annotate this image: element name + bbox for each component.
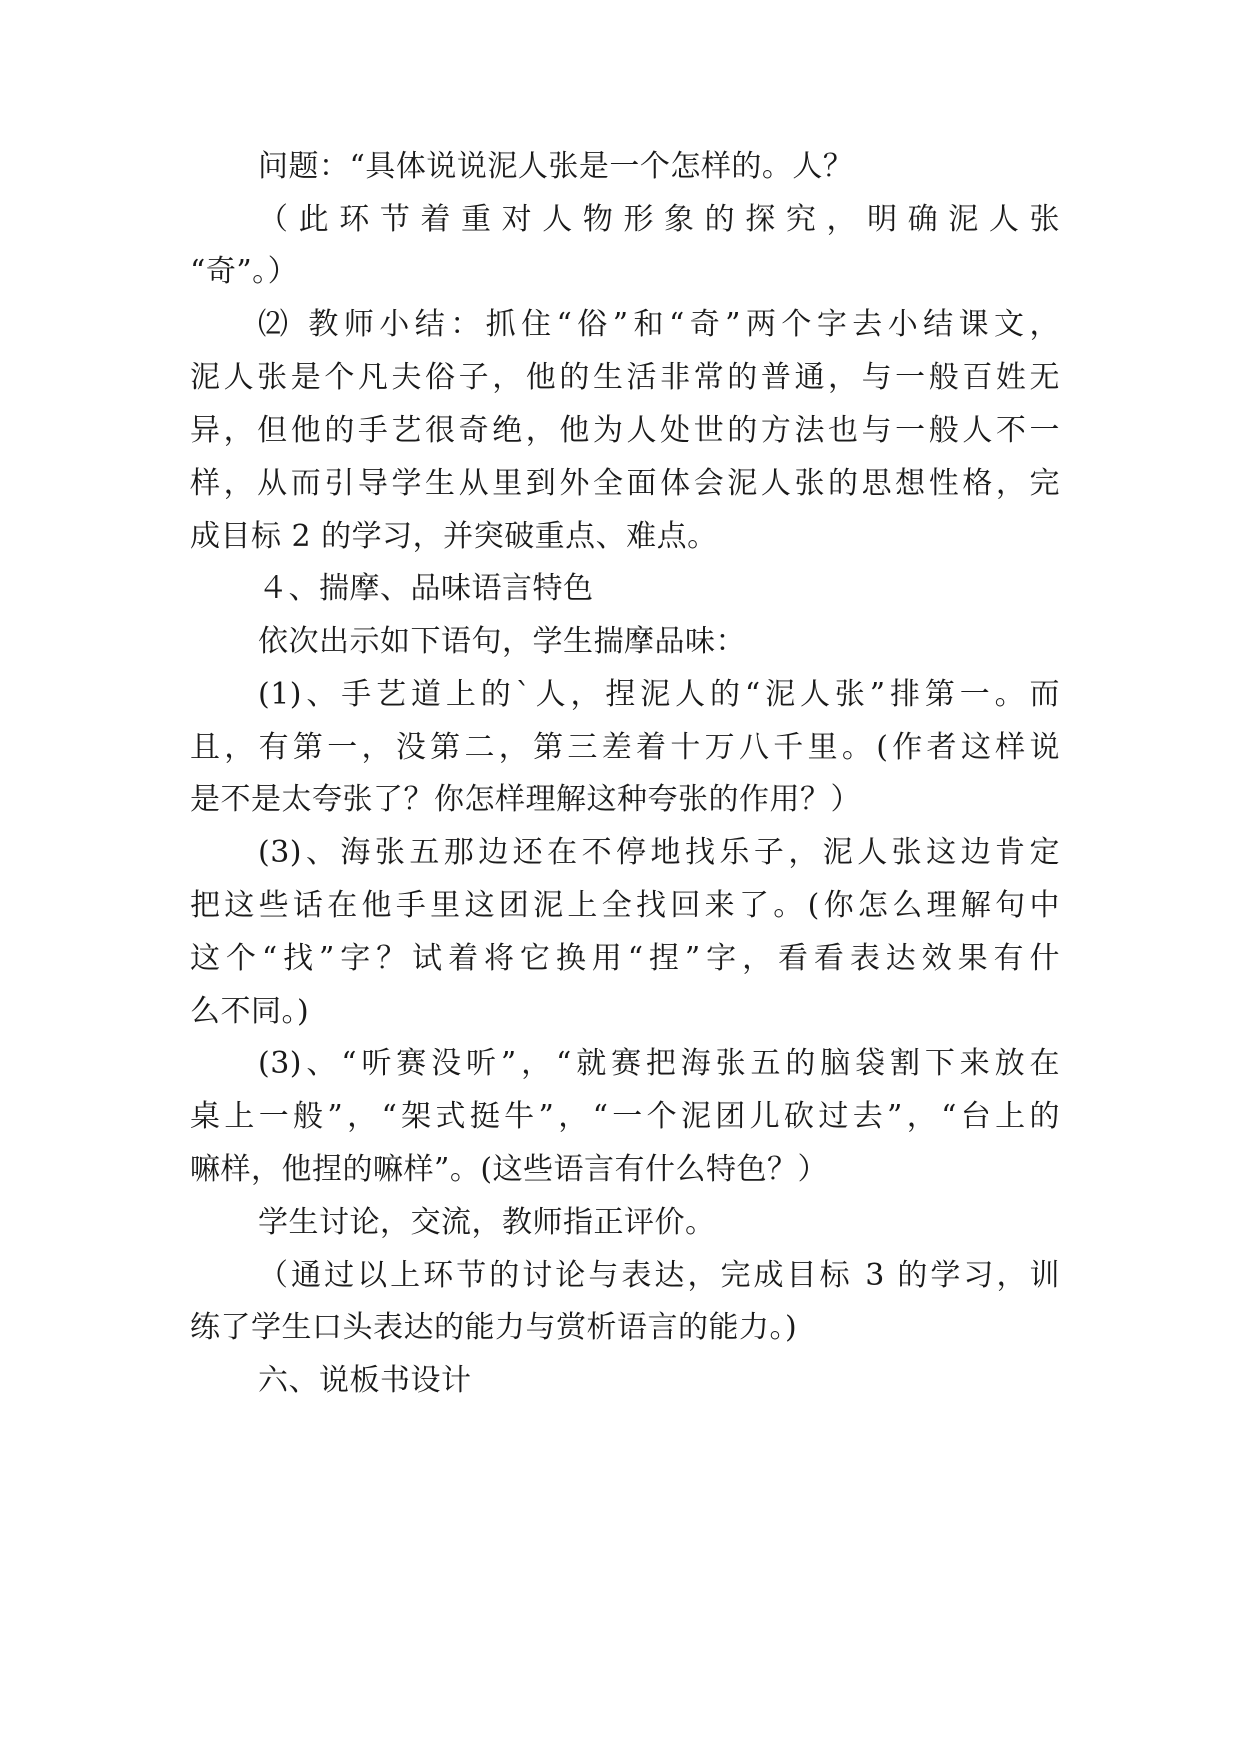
sentence-2-line-4: 么不同。) bbox=[190, 994, 310, 1029]
section-heading-4: ４、揣摩、品味语言特色 bbox=[258, 571, 594, 606]
summary-line-5: 成目标 2 的学习，并突破重点、难点。 bbox=[190, 519, 718, 554]
sentence-2-line-3: 这个“找”字？试着将它换用“捏”字，看看表达效果有什 bbox=[190, 941, 1060, 976]
question-line: 问题：“具体说说泥人张是一个怎样的。人？ bbox=[258, 149, 854, 184]
instruction-line: 依次出示如下语句，学生揣摩品味： bbox=[258, 624, 746, 659]
sentence-3-line-2: 桌上一般”，“架式挺牛”，“一个泥团儿砍过去”，“台上的 bbox=[190, 1099, 1060, 1134]
discussion-line: 学生讨论，交流，教师指正评价。 bbox=[258, 1205, 716, 1240]
sentence-1-line-1: (1)、手艺道上的`人，捏泥人的“泥人张”排第一。而 bbox=[258, 677, 1060, 712]
summary-line-1: ⑵ 教师小结：抓住“俗”和“奇”两个字去小结课文， bbox=[258, 307, 1060, 342]
sentence-1-line-2: 且，有第一，没第二，第三差着十万八千里。(作者这样说 bbox=[190, 730, 1060, 765]
sentence-3-line-3: 嘛样，他捏的嘛样”。(这些语言有什么特色？） bbox=[190, 1152, 829, 1187]
purpose-line-1: （通过以上环节的讨论与表达，完成目标 3 的学习，训 bbox=[258, 1258, 1060, 1293]
sentence-1-line-3: 是不是太夸张了？你怎样理解这种夸张的作用？） bbox=[190, 782, 861, 817]
purpose-line-2: 练了学生口头表达的能力与赏析语言的能力。) bbox=[190, 1310, 798, 1345]
sentence-2-line-2: 把这些话在他手里这团泥上全找回来了。(你怎么理解句中 bbox=[190, 888, 1060, 923]
note-line-1: （ 此 环 节 着 重 对 人 物 形 象 的 探 究 ， 明 确 泥 人 张 bbox=[258, 202, 1060, 237]
sentence-2-line-1: (3)、海张五那边还在不停地找乐子，泥人张这边肯定 bbox=[258, 835, 1060, 870]
summary-line-4: 样，从而引导学生从里到外全面体会泥人张的思想性格，完 bbox=[190, 466, 1060, 501]
summary-line-3: 异，但他的手艺很奇绝，他为人处世的方法也与一般人不一 bbox=[190, 413, 1060, 448]
sentence-3-line-1: (3)、“听赛没听”，“就赛把海张五的脑袋割下来放在 bbox=[258, 1046, 1060, 1081]
note-line-2: “奇”。） bbox=[190, 254, 299, 289]
section-heading-6: 六、说板书设计 bbox=[258, 1363, 472, 1398]
summary-line-2: 泥人张是个凡夫俗子，他的生活非常的普通，与一般百姓无 bbox=[190, 360, 1060, 395]
